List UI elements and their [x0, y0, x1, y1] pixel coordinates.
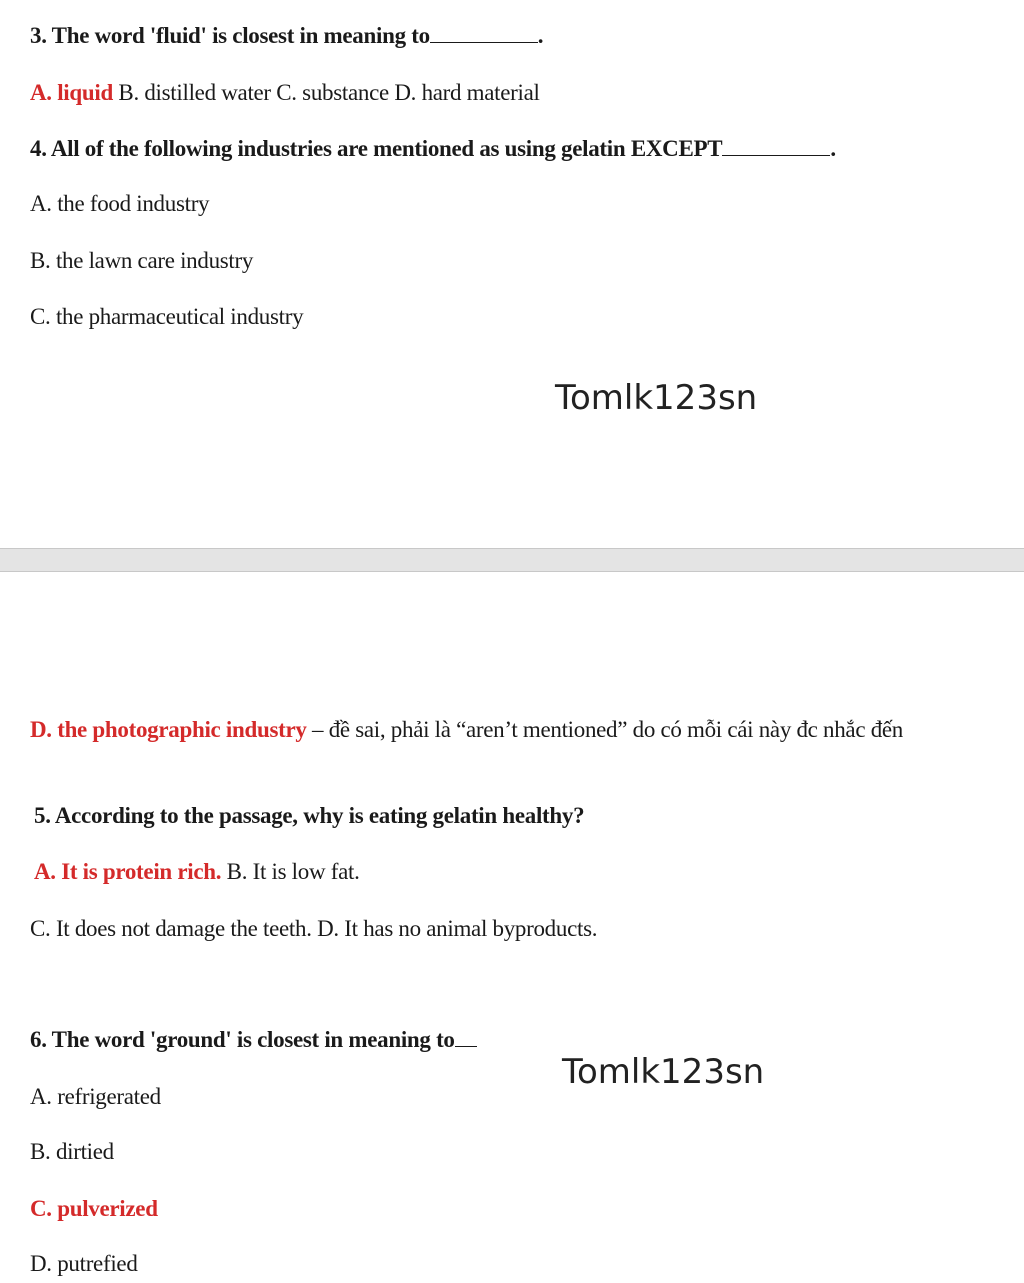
- question-6-answer: C. pulverized: [30, 1196, 158, 1221]
- question-6-option-a: A. refrigerated: [30, 1084, 161, 1109]
- question-5: 5. According to the passage, why is eating gelatin healthy?: [34, 803, 585, 828]
- question-6-blank: [455, 1026, 477, 1047]
- question-6-option-b: B. dirtied: [30, 1139, 114, 1164]
- question-4-option-a: A. the food industry: [30, 191, 210, 216]
- question-4-note: – đề sai, phải là “aren’t mentioned” do có mỗi cái này đc nhắc đến: [306, 717, 904, 742]
- question-4-text: 4. All of the following industries are mentioned as using gelatin EXCEPT: [30, 136, 723, 161]
- question-3-other-options: B. distilled water C. substance D. hard material: [112, 80, 540, 105]
- question-4-option-b: B. the lawn care industry: [30, 248, 254, 273]
- question-3-options: [30, 79, 540, 107]
- question-3-blank: [430, 22, 538, 43]
- question-4: [30, 135, 836, 163]
- watermark-text-2: Tomlk123sn: [562, 1052, 765, 1092]
- question-5-option-b: B. It is low fat.: [221, 859, 360, 884]
- question-3-answer: A. liquid: [30, 80, 113, 105]
- question-3-text: 3. The word 'fluid' is closest in meaning to: [30, 23, 430, 48]
- question-6-text: 6. The word 'ground' is closest in meaning to: [30, 1027, 455, 1052]
- question-4-period: .: [830, 136, 836, 161]
- question-3: [30, 22, 543, 50]
- question-5-options-ab: [34, 858, 360, 886]
- question-3-period: .: [537, 23, 544, 48]
- document-page-bottom: [0, 572, 1024, 1283]
- question-4-answer-d: D. the photographic industry: [30, 717, 307, 742]
- question-4-blank: [722, 135, 830, 156]
- watermark-text: Tomlk123sn: [555, 378, 758, 418]
- document-page-top: [0, 0, 1024, 548]
- question-6: [30, 1026, 477, 1054]
- question-4-option-c: C. the pharmaceutical industry: [30, 304, 304, 329]
- page-separator: [0, 548, 1024, 572]
- question-5-answer: A. It is protein rich.: [34, 859, 222, 884]
- question-5-options-cd: C. It does not damage the teeth. D. It has no animal byproducts.: [30, 916, 598, 941]
- question-6-option-d: D. putrefied: [30, 1251, 138, 1276]
- question-4-answer: [30, 716, 960, 743]
